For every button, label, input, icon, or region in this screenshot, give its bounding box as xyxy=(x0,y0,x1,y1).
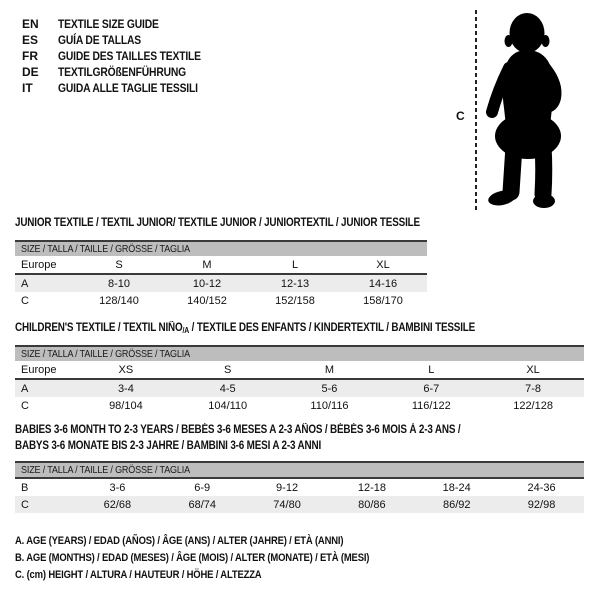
cell: 92/98 xyxy=(527,498,556,511)
size-header-text: SIZE / TALLA / TAILLE / GRÖSSE / TAGLIA xyxy=(21,464,190,476)
babies-table-title-line2 xyxy=(15,439,371,453)
language-code: EN xyxy=(22,17,39,31)
cell: 104/110 xyxy=(208,400,248,412)
language-title: TEXTILGRÖßENFÜHRUNG xyxy=(58,65,187,79)
note-age-years xyxy=(15,534,397,548)
size-header-bar xyxy=(15,345,584,361)
babies-size-table xyxy=(15,461,584,513)
height-measure-label: C xyxy=(456,109,465,123)
junior-size-table xyxy=(15,240,427,310)
cell: 12-13 xyxy=(280,277,310,290)
cell: 18-24 xyxy=(442,481,471,494)
language-code: FR xyxy=(22,49,38,63)
cell: 9-12 xyxy=(276,481,299,494)
size-header-text: SIZE / TALLA / TAILLE / GRÖSSE / TAGLIA xyxy=(21,348,190,360)
note-text: C. (cm) HEIGHT / ALTURA / HAUTEUR / HÖHE / ALTEZZA xyxy=(15,569,262,581)
junior-table-title-text: JUNIOR TEXTILE / TEXTIL JUNIOR/ TEXTILE JUNIOR / JUNIORTEXTIL / JUNIOR TESSILE xyxy=(15,217,420,229)
row-label: C xyxy=(21,400,29,412)
cell: 152/158 xyxy=(275,295,315,307)
language-row-fr xyxy=(22,48,224,64)
row-label: Europe xyxy=(21,258,57,271)
table-row-height xyxy=(15,397,584,415)
language-title: TEXTILE SIZE GUIDE xyxy=(58,17,159,31)
cell: 98/104 xyxy=(109,400,143,412)
cell: 5-6 xyxy=(321,382,338,395)
cell: 74/80 xyxy=(273,498,301,511)
size-header-text: SIZE / TALLA / TAILLE / GRÖSSE / TAGLIA xyxy=(21,243,190,255)
title-subscript: /A xyxy=(182,326,190,335)
children-table-title-text xyxy=(15,321,475,338)
language-title: GUIDE DES TAILLES TEXTILE xyxy=(58,49,201,63)
row-label: C xyxy=(21,295,29,307)
language-row-it xyxy=(22,80,224,96)
table-row-months xyxy=(15,479,584,496)
table-row-europe xyxy=(15,361,584,378)
babies-table-title-text1: BABIES 3-6 MONTH TO 2-3 YEARS / BEBÉS 3-6 MESES A 2-3 AÑOS / BÉBÉS 3-6 MOIS À 2-3 ANS / xyxy=(15,424,461,436)
cell: 14-16 xyxy=(368,277,398,290)
language-row-de xyxy=(22,64,224,80)
note-age-months xyxy=(15,551,427,565)
language-title-list xyxy=(22,16,224,96)
title-suffix: / TEXTILE DES ENFANTS / KINDERTEXTIL / BAMBINI TESSILE xyxy=(189,322,476,334)
cell: 80/86 xyxy=(358,498,386,511)
children-size-table xyxy=(15,345,584,415)
language-row-en xyxy=(22,16,224,32)
cell: M xyxy=(324,363,335,376)
cell: 122/128 xyxy=(513,400,553,412)
cell: XL xyxy=(526,363,540,376)
table-row-age xyxy=(15,275,427,292)
language-code: IT xyxy=(22,81,33,95)
cell: 6-9 xyxy=(194,481,211,494)
size-header-bar xyxy=(15,461,584,477)
toddler-silhouette xyxy=(480,8,576,210)
table-row-height xyxy=(15,292,427,310)
cell: 110/116 xyxy=(310,400,349,412)
row-label: C xyxy=(21,498,29,511)
title-prefix: CHILDREN'S TEXTILE / TEXTIL NIÑO xyxy=(15,322,183,334)
cell: 62/68 xyxy=(103,498,132,511)
table-row-europe xyxy=(15,256,427,273)
cell: 6-7 xyxy=(423,382,440,395)
size-header-bar xyxy=(15,240,427,256)
cell: XL xyxy=(376,258,390,271)
row-label: A xyxy=(21,382,29,395)
row-label: B xyxy=(21,481,29,494)
language-code: DE xyxy=(22,65,39,79)
cell: 140/152 xyxy=(187,295,227,307)
cell: 158/170 xyxy=(363,295,403,307)
cell: 86/92 xyxy=(442,498,471,511)
cell: 68/74 xyxy=(188,498,216,511)
language-title: GUIDA ALLE TAGLIE TESSILI xyxy=(58,81,198,95)
cell: 128/140 xyxy=(99,295,139,307)
language-title: GUÍA DE TALLAS xyxy=(58,33,142,47)
note-text: B. AGE (MONTHS) / EDAD (MESES) / ÂGE (MOIS) / ALTER (MONATE) / ETÀ (MESI) xyxy=(15,552,370,564)
cell: S xyxy=(224,363,232,376)
cell: 8-10 xyxy=(107,277,131,290)
babies-table-title-text2: BABYS 3-6 MONATE BIS 2-3 JAHRE / BAMBINI 3-6 MESI A 2-3 ANNI xyxy=(15,440,322,452)
cell: 12-18 xyxy=(357,481,386,494)
cell: 10-12 xyxy=(192,277,222,290)
cell: 3-4 xyxy=(117,382,134,395)
note-height-cm xyxy=(15,568,302,582)
language-code: ES xyxy=(22,33,39,47)
cell: 24-36 xyxy=(527,481,556,494)
junior-table-title xyxy=(15,216,486,230)
cell: L xyxy=(291,258,299,271)
cell: S xyxy=(115,258,123,271)
note-text: A. AGE (YEARS) / EDAD (AÑOS) / ÂGE (ANS) / ALTER (JAHRE) / ETÀ (ANNI) xyxy=(15,535,344,547)
language-row-es xyxy=(22,32,224,48)
cell: 7-8 xyxy=(525,382,542,395)
babies-table-title-line1 xyxy=(15,423,533,437)
cell: XS xyxy=(118,363,134,376)
cell: L xyxy=(428,363,435,376)
cell: M xyxy=(202,258,212,271)
children-table-title xyxy=(15,321,550,338)
table-row-height xyxy=(15,496,584,513)
table-row-age xyxy=(15,380,584,397)
cell: 3-6 xyxy=(109,481,126,494)
height-dashed-line xyxy=(475,10,477,210)
row-label: A xyxy=(21,277,29,290)
cell: 4-5 xyxy=(219,382,236,395)
height-figure xyxy=(440,8,590,214)
cell: 116/122 xyxy=(411,400,451,412)
row-label: Europe xyxy=(21,363,57,376)
